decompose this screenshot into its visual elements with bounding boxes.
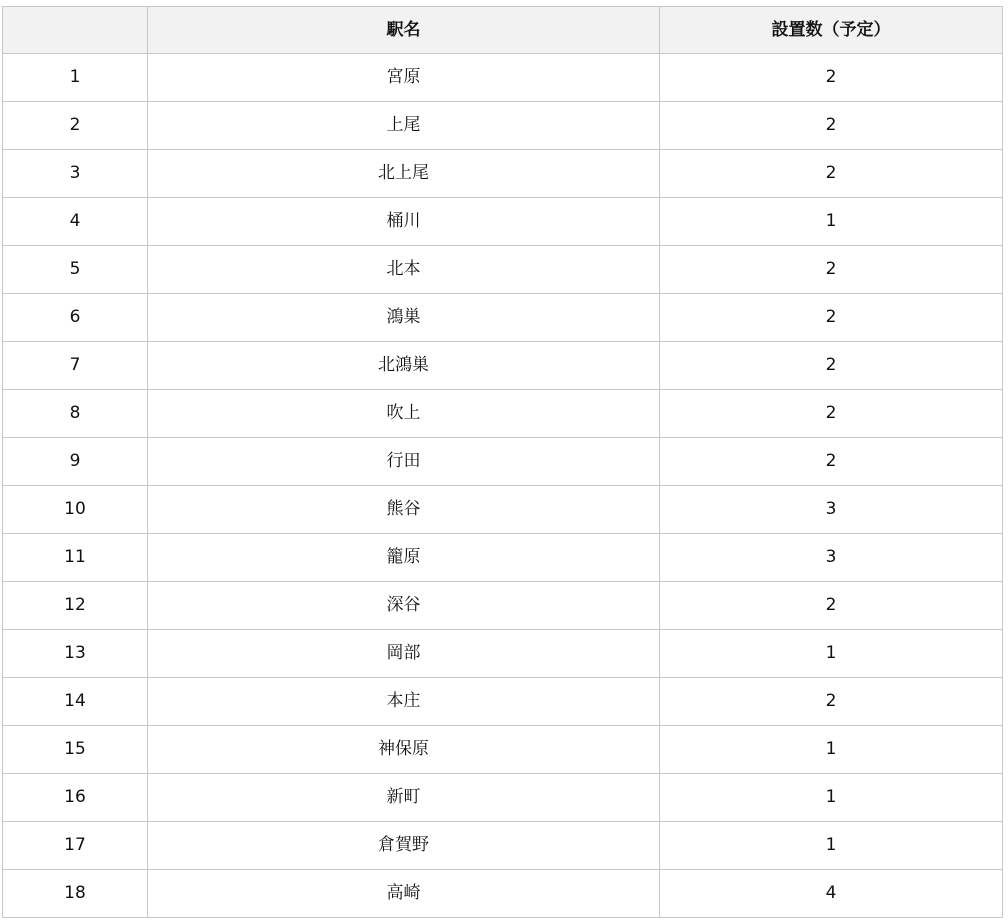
station-name: 本庄 bbox=[148, 678, 660, 726]
install-count: 2 bbox=[660, 102, 1003, 150]
station-name: 北鴻巣 bbox=[148, 342, 660, 390]
table-row bbox=[3, 630, 1003, 678]
row-number: 14 bbox=[3, 678, 148, 726]
table-row bbox=[3, 294, 1003, 342]
table-row bbox=[3, 486, 1003, 534]
station-name: 吹上 bbox=[148, 390, 660, 438]
row-number: 8 bbox=[3, 390, 148, 438]
install-count: 2 bbox=[660, 390, 1003, 438]
row-number: 15 bbox=[3, 726, 148, 774]
station-name: 鴻巣 bbox=[148, 294, 660, 342]
install-count: 1 bbox=[660, 774, 1003, 822]
header-station-name: 駅名 bbox=[148, 7, 660, 54]
station-name: 高崎 bbox=[148, 870, 660, 918]
station-name: 岡部 bbox=[148, 630, 660, 678]
station-name: 上尾 bbox=[148, 102, 660, 150]
table-row bbox=[3, 438, 1003, 486]
station-name: 行田 bbox=[148, 438, 660, 486]
table-row bbox=[3, 582, 1003, 630]
table-row bbox=[3, 390, 1003, 438]
station-name: 北本 bbox=[148, 246, 660, 294]
station-name: 籠原 bbox=[148, 534, 660, 582]
row-number: 12 bbox=[3, 582, 148, 630]
install-count: 1 bbox=[660, 726, 1003, 774]
row-number: 5 bbox=[3, 246, 148, 294]
row-number: 17 bbox=[3, 822, 148, 870]
station-table bbox=[2, 6, 1003, 918]
row-number: 18 bbox=[3, 870, 148, 918]
row-number: 6 bbox=[3, 294, 148, 342]
table-row bbox=[3, 198, 1003, 246]
install-count: 3 bbox=[660, 534, 1003, 582]
table-row bbox=[3, 246, 1003, 294]
row-number: 13 bbox=[3, 630, 148, 678]
install-count: 3 bbox=[660, 486, 1003, 534]
install-count: 2 bbox=[660, 342, 1003, 390]
station-name: 深谷 bbox=[148, 582, 660, 630]
table-row bbox=[3, 774, 1003, 822]
table-row bbox=[3, 342, 1003, 390]
install-count: 2 bbox=[660, 294, 1003, 342]
row-number: 2 bbox=[3, 102, 148, 150]
station-name: 熊谷 bbox=[148, 486, 660, 534]
table-row bbox=[3, 534, 1003, 582]
station-name: 宮原 bbox=[148, 54, 660, 102]
header-number bbox=[3, 7, 148, 54]
install-count: 2 bbox=[660, 54, 1003, 102]
install-count: 1 bbox=[660, 822, 1003, 870]
row-number: 1 bbox=[3, 54, 148, 102]
row-number: 10 bbox=[3, 486, 148, 534]
install-count: 2 bbox=[660, 582, 1003, 630]
row-number: 7 bbox=[3, 342, 148, 390]
install-count: 2 bbox=[660, 150, 1003, 198]
install-count: 2 bbox=[660, 678, 1003, 726]
install-count: 2 bbox=[660, 246, 1003, 294]
install-count: 2 bbox=[660, 438, 1003, 486]
table-row bbox=[3, 726, 1003, 774]
table-row bbox=[3, 102, 1003, 150]
row-number: 4 bbox=[3, 198, 148, 246]
station-name: 北上尾 bbox=[148, 150, 660, 198]
table-row bbox=[3, 870, 1003, 918]
row-number: 11 bbox=[3, 534, 148, 582]
header-row bbox=[3, 7, 1003, 54]
table-body bbox=[3, 54, 1003, 918]
table-row bbox=[3, 54, 1003, 102]
row-number: 9 bbox=[3, 438, 148, 486]
row-number: 16 bbox=[3, 774, 148, 822]
table-row bbox=[3, 150, 1003, 198]
install-count: 1 bbox=[660, 198, 1003, 246]
table-row bbox=[3, 822, 1003, 870]
station-name: 倉賀野 bbox=[148, 822, 660, 870]
row-number: 3 bbox=[3, 150, 148, 198]
station-name: 神保原 bbox=[148, 726, 660, 774]
station-name: 桶川 bbox=[148, 198, 660, 246]
install-count: 1 bbox=[660, 630, 1003, 678]
table-header bbox=[3, 7, 1003, 54]
install-count: 4 bbox=[660, 870, 1003, 918]
station-name: 新町 bbox=[148, 774, 660, 822]
table-row bbox=[3, 678, 1003, 726]
header-install-count: 設置数（予定） bbox=[660, 7, 1003, 54]
